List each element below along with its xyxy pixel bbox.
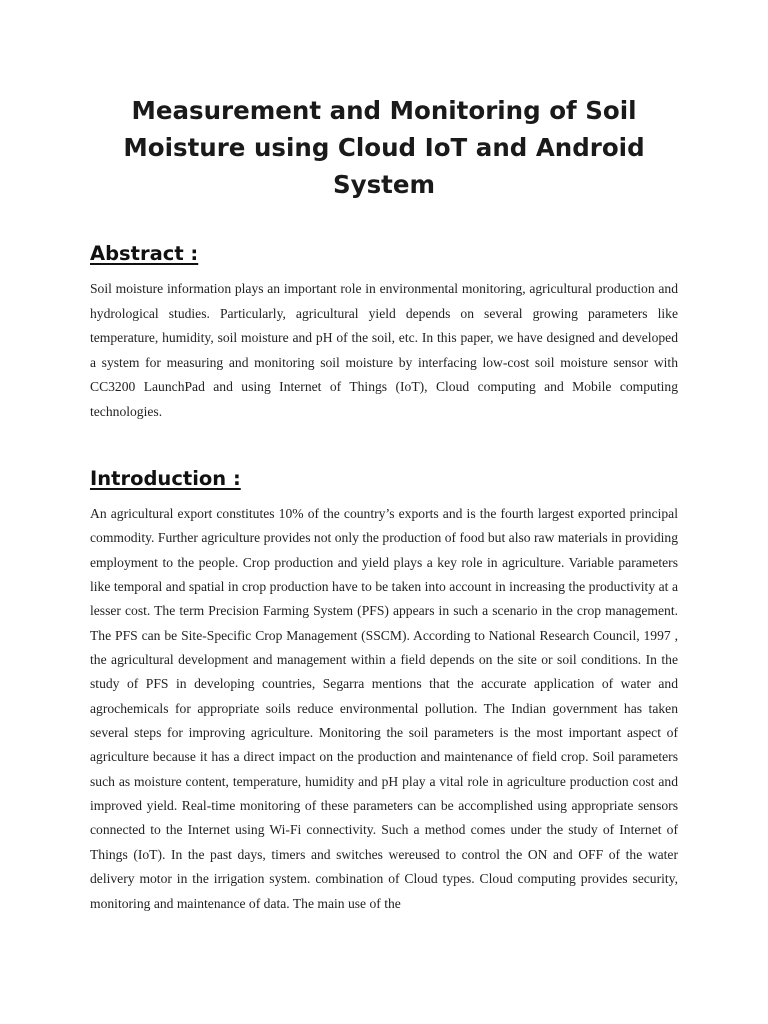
abstract-paragraph: Soil moisture information plays an important role in environmental monitoring, agricultural production and hydrological studies. Particularly, agricultural yield depends on several growing parameters like temperature, humidity, soil moisture and pH of the soil, etc. In this paper, we have designed and developed a system for measuring and monitoring soil moisture by interfacing low-cost soil moisture sensor with CC3200 LaunchPad and using Internet of Things (IoT), Cloud computing and Mobile computing technologies.: [90, 281, 678, 419]
introduction-heading: Introduction :: [90, 467, 241, 490]
abstract-heading: Abstract :: [90, 242, 199, 265]
introduction-paragraph: An agricultural export constitutes 10% of the country’s exports and is the fourth largest exported principal commodity. Further agriculture provides not only the production of food but also raw materials in providing employment to the people. Crop production and yield plays a key role in agriculture. Variable parameters like temporal and spatial in crop production have to be taken into account in increasing the productivity at a lesser cost. The term Precision Farming System (PFS) appears in such a scenario in the crop management. The PFS can be Site-Specific Crop Management (SSCM). According to National Research Council, 1997 , the agricultural development and management within a field depends on the site or soil conditions. In the study of PFS in developing countries, Segarra mentions that the accurate application of water and agrochemicals for appropriate soils reduce environmental pollution. The Indian government has taken several steps for improving agriculture. Monitoring the soil parameters is the most important aspect of agriculture because it has a direct impact on the production and maintenance of field crop. Soil parameters such as moisture content, temperature, humidity and pH play a vital role in agriculture production cost and improved yield. Real-time monitoring of these parameters can be accomplished using appropriate sensors connected to the Internet using Wi-Fi connectivity. Such a method comes under the study of Internet of Things (IoT). In the past days, timers and switches wereused to control the ON and OFF of the water delivery motor in the irrigation system. combination of Cloud types. Cloud computing provides security, monitoring and maintenance of data. The main use of the: [90, 506, 678, 911]
paper-title: Measurement and Monitoring of Soil Moisture using Cloud IoT and Android System: [123, 96, 645, 199]
